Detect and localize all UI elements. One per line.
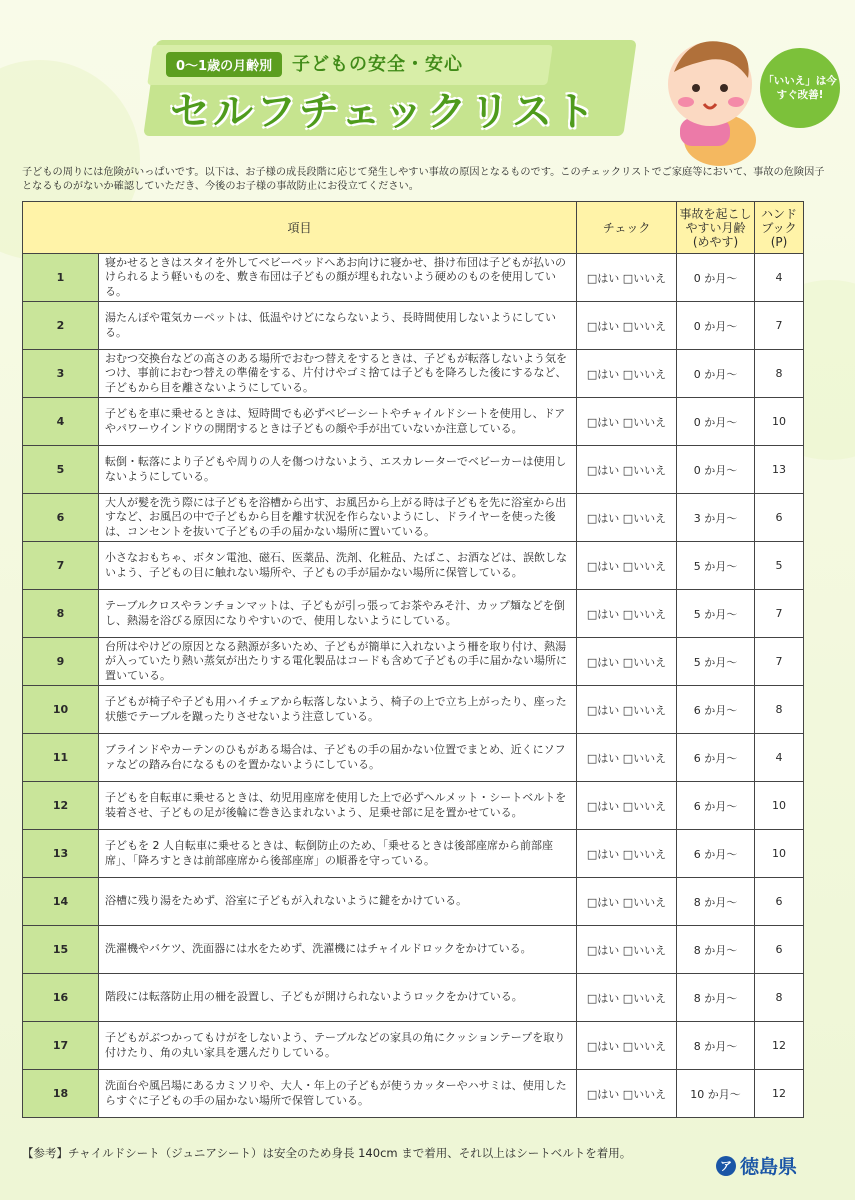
table-row: [23, 254, 804, 302]
row-page: 8: [755, 686, 804, 734]
table-row: [23, 638, 804, 686]
prefecture-name: 徳島県: [740, 1156, 798, 1178]
row-check[interactable]: □はい □いいえ: [577, 446, 677, 494]
prefecture-logo: [716, 1152, 797, 1179]
row-page: 10: [755, 398, 804, 446]
row-number: 16: [23, 974, 99, 1022]
table-row: [23, 446, 804, 494]
row-check[interactable]: □はい □いいえ: [577, 254, 677, 302]
row-text: 洗濯機やバケツ、洗面器には水をためず、洗濯機にはチャイルドロックをかけている。: [99, 926, 577, 974]
header-check: チェック: [577, 202, 677, 254]
row-text: ブラインドやカーテンのひもがある場合は、子どもの手の届かない位置でまとめ、近くにソファなどの踏み台になるものを置かないようにしている。: [99, 734, 577, 782]
subtitle: 子どもの安全・安心: [292, 54, 463, 75]
row-number: 2: [23, 302, 99, 350]
row-age: 0 か月〜: [677, 350, 755, 398]
row-number: 4: [23, 398, 99, 446]
table-row: [23, 734, 804, 782]
row-number: 11: [23, 734, 99, 782]
row-age: 3 か月〜: [677, 494, 755, 542]
age-tag: 0〜1歳の月齢別: [166, 52, 282, 77]
prefecture-mark-icon: ア: [716, 1156, 736, 1176]
row-number: 1: [23, 254, 99, 302]
row-number: 5: [23, 446, 99, 494]
row-page: 12: [755, 1070, 804, 1118]
row-number: 3: [23, 350, 99, 398]
row-age: 6 か月〜: [677, 782, 755, 830]
table-row: [23, 926, 804, 974]
row-age: 8 か月〜: [677, 974, 755, 1022]
row-page: 8: [755, 350, 804, 398]
row-page: 10: [755, 830, 804, 878]
footer-note: 【参考】チャイルドシート（ジュニアシート）は安全のため身長 140cm まで着用、それ以上はシートベルトを着用。: [22, 1146, 632, 1160]
row-age: 5 か月〜: [677, 542, 755, 590]
row-age: 6 か月〜: [677, 686, 755, 734]
row-text: 寝かせるときはスタイを外してベビーベッドへあお向けに寝かせ、掛け布団は子どもが払いのけられるよう軽いものを、敷き布団は子どもの顔が埋もれないよう硬めのものを使用している。: [99, 254, 577, 302]
row-number: 9: [23, 638, 99, 686]
table-row: [23, 350, 804, 398]
row-check[interactable]: □はい □いいえ: [577, 638, 677, 686]
row-number: 17: [23, 1022, 99, 1070]
row-text: 子どもが椅子や子ども用ハイチェアから転落しないよう、椅子の上で立ち上がったり、座った状態でテーブルを蹴ったりさせないよう注意している。: [99, 686, 577, 734]
row-check[interactable]: □はい □いいえ: [577, 350, 677, 398]
table-row: [23, 1070, 804, 1118]
row-number: 13: [23, 830, 99, 878]
row-text: 子どもがぶつかってもけがをしないよう、テーブルなどの家具の角にクッションテープを取り付けたり、角の丸い家具を選んだりしている。: [99, 1022, 577, 1070]
table-row: [23, 974, 804, 1022]
baby-illustration-icon: [660, 22, 770, 172]
row-text: 子どもを車に乗せるときは、短時間でも必ずベビーシートやチャイルドシートを使用し、ドアやパワーウインドウの開閉するときは子どもの顔や手が出ていないか注意している。: [99, 398, 577, 446]
header: [0, 0, 855, 165]
row-check[interactable]: □はい □いいえ: [577, 398, 677, 446]
row-page: 8: [755, 974, 804, 1022]
row-page: 10: [755, 782, 804, 830]
row-age: 0 か月〜: [677, 398, 755, 446]
row-number: 18: [23, 1070, 99, 1118]
page-title: セルフチェックリスト: [170, 89, 598, 135]
row-check[interactable]: □はい □いいえ: [577, 542, 677, 590]
row-check[interactable]: □はい □いいえ: [577, 926, 677, 974]
row-check[interactable]: □はい □いいえ: [577, 974, 677, 1022]
row-age: 5 か月〜: [677, 638, 755, 686]
row-text: 洗面台や風呂場にあるカミソリや、大人・年上の子どもが使うカッターやハサミは、使用したらすぐに子どもの手の届かない場所で保管している。: [99, 1070, 577, 1118]
row-check[interactable]: □はい □いいえ: [577, 494, 677, 542]
row-number: 10: [23, 686, 99, 734]
table-row: [23, 302, 804, 350]
row-number: 7: [23, 542, 99, 590]
row-page: 7: [755, 638, 804, 686]
table-row: [23, 878, 804, 926]
row-text: 子どもを自転車に乗せるときは、幼児用座席を使用した上で必ずヘルメット・シートベルトを装着させ、子どもの足が後輪に巻き込まれないよう、足乗せ部に足を置かせている。: [99, 782, 577, 830]
row-age: 5 か月〜: [677, 590, 755, 638]
row-text: おむつ交換台などの高さのある場所でおむつ替えをするときは、子どもが転落しないよう気をつけ、事前におむつ替えの準備をする、片付けやゴミ捨ては子どもを降ろした後にするなど、子どもから目を離さないようにしている。: [99, 350, 577, 398]
row-age: 0 か月〜: [677, 302, 755, 350]
row-text: 階段には転落防止用の柵を設置し、子どもが開けられないようロックをかけている。: [99, 974, 577, 1022]
row-page: 4: [755, 254, 804, 302]
table-row: [23, 590, 804, 638]
row-check[interactable]: □はい □いいえ: [577, 686, 677, 734]
row-age: 8 か月〜: [677, 1022, 755, 1070]
row-text: テーブルクロスやランチョンマットは、子どもが引っ張ってお茶やみそ汁、カップ麺などを倒し、熱湯を浴びる原因になりやすいので、使用しないようにしている。: [99, 590, 577, 638]
table-row: [23, 830, 804, 878]
row-text: 湯たんぽや電気カーペットは、低温やけどにならないよう、長時間使用しないようにしている。: [99, 302, 577, 350]
row-page: 6: [755, 878, 804, 926]
row-page: 6: [755, 926, 804, 974]
row-check[interactable]: □はい □いいえ: [577, 830, 677, 878]
row-text: 台所はやけどの原因となる熱源が多いため、子どもが簡単に入れないよう柵を取り付け、熱湯が入っていたり熱い蒸気が出たりする電化製品はコードも含めて子どもの手に届かない場所に置いている。: [99, 638, 577, 686]
header-age: 事故を起こしやすい月齢(めやす): [677, 202, 755, 254]
row-check[interactable]: □はい □いいえ: [577, 1022, 677, 1070]
row-check[interactable]: □はい □いいえ: [577, 782, 677, 830]
row-check[interactable]: □はい □いいえ: [577, 878, 677, 926]
table-row: [23, 1022, 804, 1070]
table-row: [23, 686, 804, 734]
row-text: 浴槽に残り湯をためず、浴室に子どもが入れないように鍵をかけている。: [99, 878, 577, 926]
row-page: 7: [755, 590, 804, 638]
row-age: 0 か月〜: [677, 446, 755, 494]
table-row: [23, 494, 804, 542]
row-page: 5: [755, 542, 804, 590]
row-age: 6 か月〜: [677, 734, 755, 782]
row-check[interactable]: □はい □いいえ: [577, 734, 677, 782]
header-item: 項目: [23, 202, 577, 254]
row-text: 小さなおもちゃ、ボタン電池、磁石、医薬品、洗剤、化粧品、たばこ、お酒などは、誤飲しないよう、子どもの目に触れない場所や、子どもの手が届かない場所に保管している。: [99, 542, 577, 590]
row-age: 8 か月〜: [677, 878, 755, 926]
row-page: 4: [755, 734, 804, 782]
table-row: [23, 398, 804, 446]
row-page: 6: [755, 494, 804, 542]
row-number: 14: [23, 878, 99, 926]
table-header-row: [23, 202, 804, 254]
row-age: 10 か月〜: [677, 1070, 755, 1118]
row-text: 転倒・転落により子どもや周りの人を傷つけないよう、エスカレーターでベビーカーは使用しないようにしている。: [99, 446, 577, 494]
table-row: [23, 782, 804, 830]
table-row: [23, 542, 804, 590]
row-text: 子どもを 2 人自転車に乗せるときは、転倒防止のため、「乗せるときは後部座席から前部座席」、「降ろすときは前部座席から後部座席」の順番を守っている。: [99, 830, 577, 878]
row-age: 6 か月〜: [677, 830, 755, 878]
row-number: 12: [23, 782, 99, 830]
intro-text: 子どもの周りには危険がいっぱいです。以下は、お子様の成長段階に応じて発生しやすい事故の原因となるものです。このチェックリストでご家庭等において、事故の危険因子となるものがないか確認していただき、今後のお子様の事故防止にお役立てください。: [22, 167, 825, 192]
row-page: 13: [755, 446, 804, 494]
checklist-table: [22, 201, 804, 1118]
row-number: 6: [23, 494, 99, 542]
row-age: 0 か月〜: [677, 254, 755, 302]
row-age: 8 か月〜: [677, 926, 755, 974]
row-check[interactable]: □はい □いいえ: [577, 590, 677, 638]
header-page: ハンドブック(P): [755, 202, 804, 254]
row-check[interactable]: □はい □いいえ: [577, 1070, 677, 1118]
row-check[interactable]: □はい □いいえ: [577, 302, 677, 350]
improve-badge: 「いいえ」は今すぐ改善!: [760, 48, 840, 128]
row-text: 大人が髪を洗う際には子どもを浴槽から出す、お風呂から上がる時は子どもを先に浴室から出すなど、お風呂の中で子どもから目を離す状況を作らないようにし、ドライヤーを使った後は、コンセントを抜いて子どもの手の届かない場所に置いている。: [99, 494, 577, 542]
row-number: 8: [23, 590, 99, 638]
row-page: 12: [755, 1022, 804, 1070]
row-page: 7: [755, 302, 804, 350]
row-number: 15: [23, 926, 99, 974]
